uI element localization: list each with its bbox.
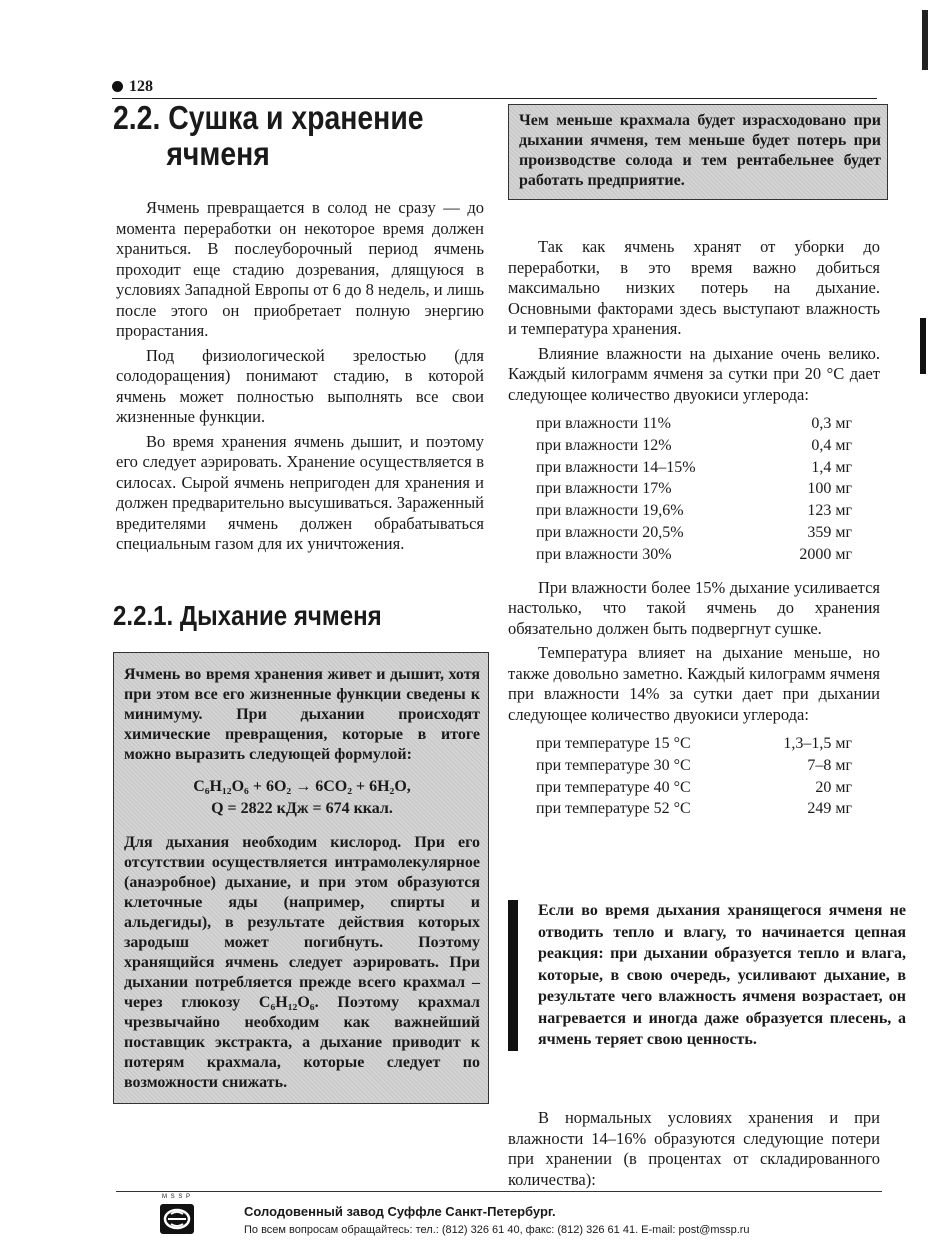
paragraph: Ячмень превращается в солод не сразу — до момента переработки он некоторое время должен храниться. В послеуборочный период ячмень проходит еще стадию дозревания, длящуюся в условиях Западной Европы от 6 до 8 недель, и лишь после этого он приобретает полную энергию прорастания. — [116, 198, 484, 340]
box-paragraph: Для дыхания необходим кислород. При его отсутствии осуществляется интрамолекулярное (анаэробное) дыхание, и при этом образуются клеточные яды (например, спирты и альдегиды), в результате действия которых зародыш может погибнуть. Поэтому хранящийся ячмень следует аэрировать. При дыхании потребляется прежде всего крахмал – через глюкозу C₆H₁₂O₆. Поэтому крахмал чрезвычайно необходим как важнейший поставщик экстракта, а дыхание приводит к потерям крахмала, которые следует по возможности снижать. — [124, 834, 480, 1091]
section-title: 2.2.1. Дыхание ячменя — [113, 600, 382, 631]
table-row — [536, 478, 852, 500]
table-cell: 100 мг — [807, 480, 852, 498]
table-cell: 123 мг — [807, 502, 852, 520]
warning-note — [508, 900, 906, 1051]
respiration-box — [113, 652, 489, 1104]
table-row — [536, 544, 852, 566]
paragraph: В нормальных условиях хранения и при влажности 14–16% образуются следующие потери при хранении (в процентах от складированного количества): — [508, 1108, 880, 1189]
paragraph: Температура влияет на дыхание меньше, но также довольно заметно. Каждый килограмм ячменя при влажности 14% за сутки дает при дыхании следующее количество двуокиси углерода: — [508, 643, 880, 724]
paragraph: Во время хранения ячмень дышит, и поэтому его следует аэрировать. Хранение осуществляется в силосах. Сырой ячмень непригоден для хранения и должен предварительно высушиваться. Зараженный вредителями ячмень должен обрабатываться специальным газом для их уничтожения. — [116, 431, 484, 553]
paragraph: Влияние влажности на дыхание очень велико. Каждый килограмм ячменя за сутки при 20 °С дает следующее количество двуокиси углерода: — [508, 343, 880, 404]
chapter-title-line1: 2.2. Сушка и хранение — [113, 99, 424, 136]
callout-text: Чем меньше крахмала будет израсходовано при дыхании ячменя, тем меньше будет потерь при производстве солода и тем рентабельнее будет работать предприятие. — [519, 112, 881, 189]
logo-caption: M S S P — [162, 1194, 192, 1200]
chapter-title — [113, 100, 440, 172]
table-cell: при температуре 30 °С — [536, 756, 691, 774]
table-cell: при влажности 20,5% — [536, 523, 684, 541]
table-cell: при влажности 11% — [536, 415, 671, 432]
temperature-table — [536, 733, 852, 820]
page-number — [112, 78, 877, 99]
table-cell: при температуре 40 °С — [536, 778, 691, 796]
callout-box — [508, 104, 888, 200]
table-cell: 2000 мг — [799, 545, 852, 563]
right-column — [508, 237, 880, 832]
footer-divider — [116, 1191, 882, 1192]
page-number-text: 128 — [129, 78, 153, 95]
table-row — [536, 733, 852, 755]
footer-contact: По всем вопросам обращайтесь: тел.: (812) 326 61 40, факс: (812) 326 61 41. E-mail: post@mssp.ru — [244, 1224, 750, 1236]
table-cell: при температуре 52 °С — [536, 800, 691, 818]
energy-formula: Q = 2822 кДж = 674 ккал. — [211, 800, 393, 817]
table-row — [536, 798, 852, 820]
table-cell: 249 мг — [807, 800, 852, 818]
humidity-table — [536, 413, 852, 566]
table-row — [536, 413, 852, 435]
bottom-paragraph — [508, 1108, 880, 1190]
table-row — [536, 522, 852, 544]
table-cell: при влажности 17% — [536, 480, 672, 498]
table-row — [536, 500, 852, 522]
box-paragraph: Ячмень во время хранения живет и дышит, хотя при этом все его жизненные функции сведены к минимуму. При дыхании происходят химические превращения, которые в итоге можно выразить следующей формулой: — [124, 666, 480, 763]
footer-title: Солодовенный завод Суффле Санкт-Петербург. — [244, 1204, 556, 1219]
table-row — [536, 457, 852, 479]
table-cell: при влажности 19,6% — [536, 502, 684, 520]
table-cell: 7–8 мг — [807, 756, 852, 774]
table-cell: 0,4 мг — [811, 436, 852, 454]
corner-mark — [922, 10, 928, 70]
table-cell: при влажности 30% — [536, 545, 672, 563]
table-cell: при влажности 12% — [536, 436, 672, 454]
company-logo-icon — [160, 1204, 194, 1234]
left-column — [116, 198, 484, 559]
table-row — [536, 777, 852, 799]
table-cell: 20 мг — [815, 778, 852, 796]
table-cell: при влажности 14–15% — [536, 458, 696, 476]
table-cell: 1,3–1,5 мг — [783, 735, 852, 753]
table-cell: при температуре 15 °С — [536, 735, 691, 753]
paragraph: Под физиологической зрелостью (для солодоращения) понимают стадию, в которой ячмень может полностью выполнять все свои жизненные функции. — [116, 345, 484, 426]
respiration-formula: C₆H₁₂O₆ + 6O₂ → 6CO₂ + 6H₂O, — [193, 778, 411, 795]
table-row — [536, 435, 852, 457]
table-cell: 0,3 мг — [811, 415, 852, 432]
warning-text: Если во время дыхания хранящегося ячменя не отводить тепло и влагу, то начинается цепная реакция: при дыхании образуется тепло и влага, которые, в свою очередь, усиливают дыхание, в результате чего влажность ячменя возрастает, он нагревается и иногда даже образуется плесень, а ячмень теряет свою ценность. — [538, 902, 906, 1048]
paragraph: Так как ячмень хранят от уборки до переработки, в это время важно добиться максимально низких потерь на дыхание. Основными факторами здесь выступают влажность и температура хранения. — [508, 237, 880, 338]
side-mark — [920, 318, 926, 374]
table-cell: 1,4 мг — [811, 458, 852, 476]
table-cell: 359 мг — [807, 523, 852, 541]
paragraph: При влажности более 15% дыхание усиливается настолько, что такой ячмень до хранения обязательно должен быть подвергнут сушке. — [508, 577, 880, 638]
table-row — [536, 755, 852, 777]
chapter-title-line2: ячменя — [166, 135, 270, 172]
bullet-icon — [112, 81, 123, 92]
